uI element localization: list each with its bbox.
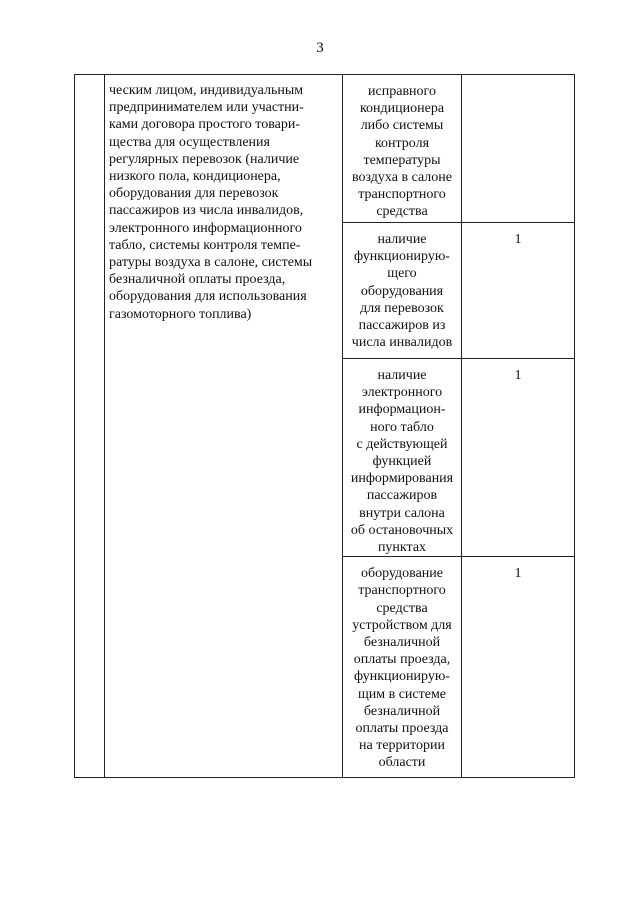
criterion-cell	[105, 75, 343, 778]
criterion-line: оборудования для перевозок	[109, 186, 279, 202]
score-value	[462, 75, 574, 83]
indicator-line: функцией	[372, 454, 432, 470]
criterion-line: безналичной оплаты проезда,	[109, 272, 286, 288]
indicator-line: электронного	[361, 385, 443, 401]
indicator-cell	[343, 75, 462, 223]
indicator-text	[343, 359, 461, 556]
criterion-line: электронного информационного	[109, 220, 302, 236]
indicator-line: об остановочных	[350, 522, 454, 538]
indicator-line: кондиционера	[359, 101, 445, 117]
indicator-line: оборудование	[360, 566, 444, 582]
score-cell	[462, 557, 575, 778]
score-cell	[462, 359, 575, 557]
indicator-line: пассажиров	[366, 488, 438, 504]
indicator-line: контроля	[374, 135, 430, 151]
criterion-line: газомоторного топлива)	[109, 306, 252, 322]
indicator-line: исправного	[368, 84, 436, 99]
indicator-line: для перевозок	[360, 300, 444, 316]
criterion-line: регулярных перевозок (наличие	[109, 151, 300, 167]
indicator-line: оборудования	[360, 283, 444, 299]
indicator-line: безналичной	[363, 635, 441, 651]
indicator-text	[343, 223, 461, 351]
indicator-line: транспортного	[358, 187, 446, 203]
indicator-cell	[343, 223, 462, 359]
criterion-line: оборудования для использования	[109, 289, 307, 305]
criterion-line: ратуры воздуха в салоне, системы	[109, 255, 313, 271]
criterion-line: пассажиров из числа инвалидов,	[109, 203, 304, 219]
indicator-line: внутри салона	[359, 505, 445, 521]
indicator-text	[343, 75, 461, 221]
indicator-line: ного табло	[370, 419, 434, 435]
indicator-line: функционирую-	[354, 249, 450, 265]
score-value: 1	[514, 232, 522, 247]
indicator-cell	[343, 359, 462, 557]
indicator-line: области	[378, 755, 426, 771]
criterion-line: щества для осуществления	[109, 134, 270, 150]
criterion-line: ками договора простого товари-	[109, 117, 301, 133]
indicator-cell	[343, 557, 462, 778]
score-cell	[462, 223, 575, 359]
indicator-line: наличие	[377, 368, 427, 383]
indicator-line: пунктах	[377, 540, 427, 556]
indicator-line: информацион-	[358, 402, 446, 418]
indicator-line: пассажиров из	[358, 318, 446, 334]
criterion-line: предпринимателем или участни-	[109, 100, 304, 116]
table-row	[75, 75, 575, 223]
indicator-line: средства	[376, 600, 428, 616]
indicator-line: щим в системе	[357, 686, 447, 702]
indicator-line: средства	[376, 204, 428, 220]
indicator-line: температуры	[363, 152, 441, 168]
indicator-line: либо системы	[360, 118, 444, 134]
indicator-line: воздуха в салоне	[352, 170, 452, 186]
criteria-table	[74, 74, 575, 778]
indicator-line: числа инвалидов	[351, 335, 453, 351]
indicator-line: наличие	[377, 232, 427, 247]
score-cell	[462, 75, 575, 223]
page-number: 3	[316, 40, 324, 56]
criterion-line: низкого пола, кондиционера,	[109, 169, 281, 185]
indicator-line: устройством для	[352, 617, 452, 633]
indicator-line: на территории	[359, 738, 445, 754]
indicator-line: информирования	[350, 471, 454, 487]
number-cell	[75, 75, 105, 778]
indicator-line: с действующей	[356, 436, 448, 452]
indicator-line: оплаты проезда	[355, 721, 449, 737]
indicator-line: функционирую-	[354, 669, 450, 685]
indicator-line: щего	[387, 266, 417, 282]
criterion-line: табло, системы контроля темпе-	[109, 237, 301, 253]
score-value: 1	[514, 566, 522, 582]
indicator-line: оплаты проезда,	[353, 652, 451, 668]
indicator-line: безналичной	[363, 703, 441, 719]
criterion-text	[105, 75, 342, 323]
indicator-line: транспортного	[358, 583, 446, 599]
score-value: 1	[514, 368, 522, 383]
indicator-text	[343, 557, 461, 771]
criterion-line: ческим лицом, индивидуальным	[109, 83, 304, 98]
